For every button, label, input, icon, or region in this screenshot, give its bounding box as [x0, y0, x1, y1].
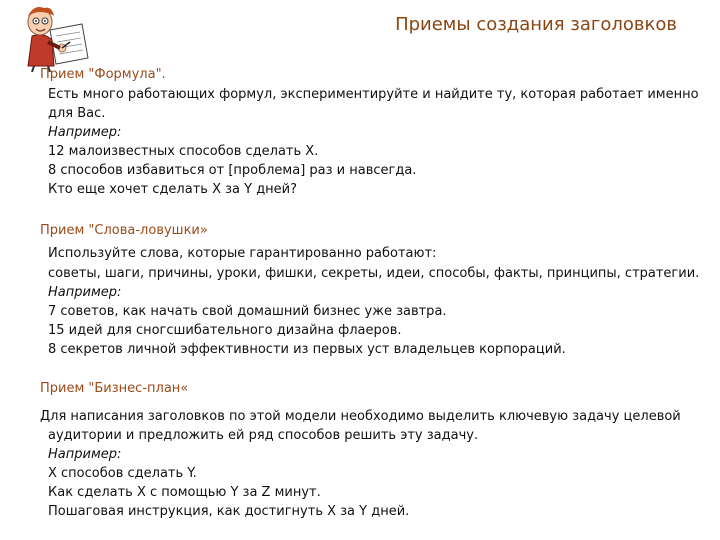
example-line: 8 секретов личной эффективности из первых уст владельцев корпораций. — [48, 342, 566, 357]
example-line: 12 малоизвестных способов сделать X. — [48, 144, 319, 159]
cartoon-person-icon — [4, 2, 104, 72]
body-line: Для написания заголовков по этой модели необходимо выделить ключевую задачу целевой — [40, 409, 681, 424]
section-heading-formula: Прием "Формула". — [40, 67, 166, 82]
body-line: Используйте слова, которые гарантированно работают: — [48, 246, 437, 261]
example-line: X способов сделать Y. — [48, 466, 197, 481]
body-line: советы, шаги, причины, уроки, фишки, секреты, идеи, способы, факты, принципы, стратегии. — [48, 266, 700, 281]
body-line: аудитории и предложить ей ряд способов решить эту задачу. — [48, 428, 479, 443]
example-line: 8 способов избавиться от [проблема] раз и навсегда. — [48, 163, 417, 178]
example-label: Например: — [48, 125, 122, 140]
example-line: Кто еще хочет сделать X за Y дней? — [48, 182, 298, 197]
page-title: Приемы создания заголовков — [395, 14, 677, 35]
body-line: Есть много работающих формул, экспериментируйте и найдите ту, которая работает именно — [48, 87, 699, 102]
example-label: Например: — [48, 447, 122, 462]
section-heading-business-plan: Прием "Бизнес-план« — [40, 381, 189, 396]
section-heading-trap-words: Прием "Слова-ловушки» — [40, 223, 208, 238]
example-line: 15 идей для сногсшибательного дизайна флаеров. — [48, 323, 402, 338]
example-line: Как сделать X с помощью Y за Z минут. — [48, 485, 321, 500]
example-line: Пошаговая инструкция, как достигнуть X за Y дней. — [48, 504, 410, 519]
example-label: Например: — [48, 285, 122, 300]
body-line: для Вас. — [48, 106, 106, 121]
example-line: 7 советов, как начать свой домашний бизнес уже завтра. — [48, 304, 447, 319]
